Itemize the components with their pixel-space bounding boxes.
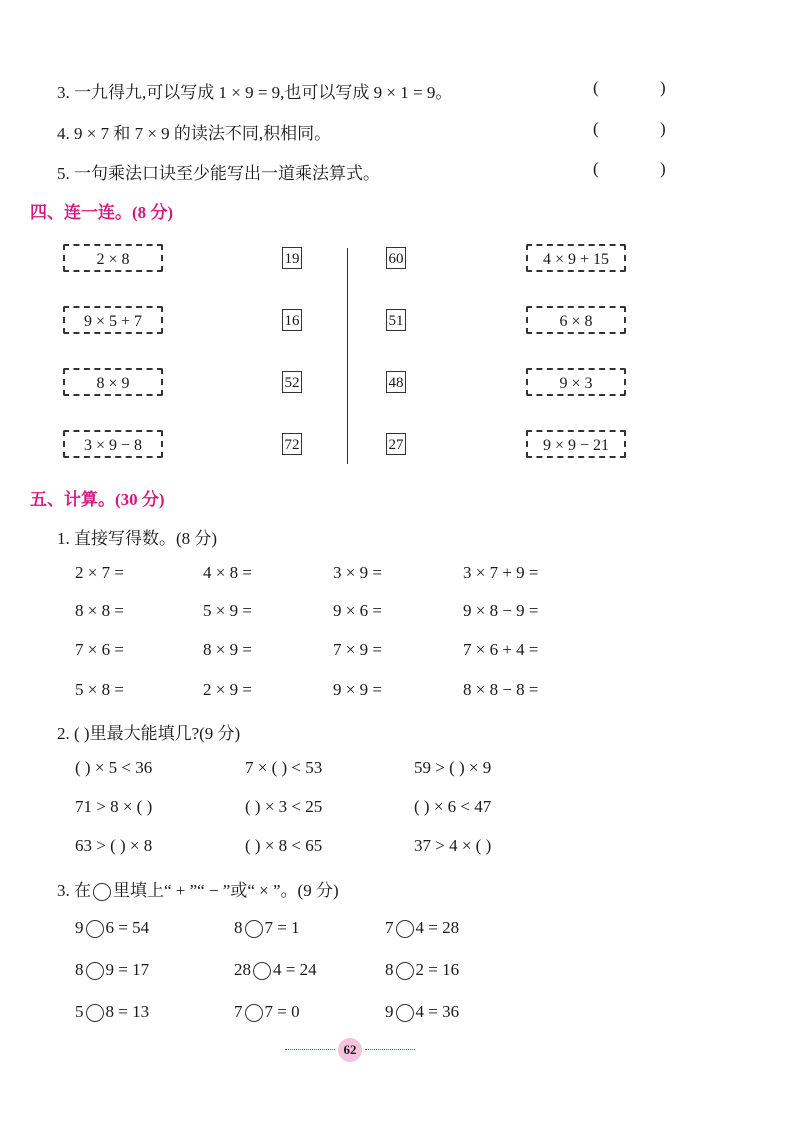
match-right-expr-3[interactable]: 9 × 3 bbox=[526, 368, 626, 396]
judge-paren-open-3: ( bbox=[593, 78, 599, 97]
q3-operand: 8 bbox=[385, 960, 394, 979]
judge-item-3: 3. 一九得九,可以写成 1 × 9 = 9,也可以写成 9 × 1 = 9。 bbox=[57, 83, 453, 102]
q1-label: 1. 直接写得数。(8 分) bbox=[57, 529, 218, 548]
q2-r3-c1: 63 > ( ) × 8 bbox=[75, 836, 153, 855]
q1-r1-c4: 3 × 7 + 9 = bbox=[463, 563, 539, 582]
q1-r3-c4: 7 × 6 + 4 = bbox=[463, 640, 539, 659]
match-right-num-1[interactable]: 60 bbox=[386, 247, 406, 269]
circle-icon bbox=[93, 883, 111, 901]
match-right-num-3[interactable]: 48 bbox=[386, 371, 406, 393]
match-right-expr-2[interactable]: 6 × 8 bbox=[526, 306, 626, 334]
judge-paren-open-5: ( bbox=[593, 159, 599, 178]
q1-r1-c3: 3 × 9 = bbox=[333, 563, 382, 582]
match-right-num-4[interactable]: 27 bbox=[386, 433, 406, 455]
q3-r2-c2 bbox=[234, 960, 317, 980]
answer-circle[interactable] bbox=[396, 962, 414, 980]
judge-paren-open-4: ( bbox=[593, 119, 599, 138]
section5-title: 五、计算。(30 分) bbox=[30, 490, 165, 509]
match-left-num-1[interactable]: 19 bbox=[282, 247, 302, 269]
q3-rest: 4 = 28 bbox=[415, 918, 460, 937]
q1-r2-c4: 9 × 8 − 9 = bbox=[463, 601, 539, 620]
q3-operand: 9 bbox=[75, 918, 84, 937]
match-left-num-4[interactable]: 72 bbox=[282, 433, 302, 455]
answer-circle[interactable] bbox=[86, 1004, 104, 1022]
q1-r2-c3: 9 × 6 = bbox=[333, 601, 382, 620]
answer-circle[interactable] bbox=[396, 1004, 414, 1022]
q3-label bbox=[57, 876, 339, 901]
q3-operand: 7 bbox=[234, 1002, 243, 1021]
q3-r3-c3 bbox=[385, 1002, 459, 1022]
judge-paren-close-3: ) bbox=[660, 78, 666, 97]
match-right-expr-1[interactable]: 4 × 9 + 15 bbox=[526, 244, 626, 272]
match-left-expr-1[interactable]: 2 × 8 bbox=[63, 244, 163, 272]
match-left-num-3[interactable]: 52 bbox=[282, 371, 302, 393]
match-left-num-2[interactable]: 16 bbox=[282, 309, 302, 331]
q3-r1-c2 bbox=[234, 918, 300, 938]
q3-r3-c2 bbox=[234, 1002, 300, 1022]
match-left-expr-3[interactable]: 8 × 9 bbox=[63, 368, 163, 396]
q1-r4-c4: 8 × 8 − 8 = bbox=[463, 680, 539, 699]
answer-circle[interactable] bbox=[86, 920, 104, 938]
match-right-expr-4[interactable]: 9 × 9 − 21 bbox=[526, 430, 626, 458]
q3-label-pre: 3. 在 bbox=[57, 881, 91, 900]
q3-operand: 8 bbox=[234, 918, 243, 937]
q1-r4-c2: 2 × 9 = bbox=[203, 680, 252, 699]
q2-r1-c2: 7 × ( ) < 53 bbox=[245, 758, 323, 777]
judge-item-5: 5. 一句乘法口诀至少能写出一道乘法算式。 bbox=[57, 164, 380, 183]
q1-r1-c1: 2 × 7 = bbox=[75, 563, 124, 582]
q1-r2-c2: 5 × 9 = bbox=[203, 601, 252, 620]
judge-paren-close-5: ) bbox=[660, 159, 666, 178]
q2-r3-c3: 37 > 4 × ( ) bbox=[414, 836, 492, 855]
match-right-num-2[interactable]: 51 bbox=[386, 309, 406, 331]
q3-operand: 8 bbox=[75, 960, 84, 979]
q3-r2-c3 bbox=[385, 960, 459, 980]
q3-operand: 5 bbox=[75, 1002, 84, 1021]
q3-r3-c1 bbox=[75, 1002, 149, 1022]
answer-circle[interactable] bbox=[245, 1004, 263, 1022]
q1-r4-c3: 9 × 9 = bbox=[333, 680, 382, 699]
answer-circle[interactable] bbox=[396, 920, 414, 938]
q3-rest: 7 = 0 bbox=[264, 1002, 300, 1021]
q2-r2-c3: ( ) × 6 < 47 bbox=[414, 797, 492, 816]
q1-r3-c3: 7 × 9 = bbox=[333, 640, 382, 659]
q2-r1-c3: 59 > ( ) × 9 bbox=[414, 758, 492, 777]
answer-circle[interactable] bbox=[86, 962, 104, 980]
answer-circle[interactable] bbox=[245, 920, 263, 938]
q1-r2-c1: 8 × 8 = bbox=[75, 601, 124, 620]
q3-r1-c1 bbox=[75, 918, 149, 938]
q1-r1-c2: 4 × 8 = bbox=[203, 563, 252, 582]
footer-rule-right bbox=[365, 1049, 415, 1050]
q3-r2-c1 bbox=[75, 960, 149, 980]
q1-r3-c1: 7 × 6 = bbox=[75, 640, 124, 659]
q3-rest: 7 = 1 bbox=[264, 918, 300, 937]
q1-r3-c2: 8 × 9 = bbox=[203, 640, 252, 659]
section4-title: 四、连一连。(8 分) bbox=[30, 203, 174, 222]
q2-r3-c2: ( ) × 8 < 65 bbox=[245, 836, 323, 855]
judge-paren-close-4: ) bbox=[660, 119, 666, 138]
q3-rest: 4 = 36 bbox=[415, 1002, 460, 1021]
q3-operand: 28 bbox=[234, 960, 251, 979]
footer-rule-left bbox=[285, 1049, 335, 1050]
q2-r2-c2: ( ) × 3 < 25 bbox=[245, 797, 323, 816]
match-divider bbox=[347, 248, 348, 464]
q1-r4-c1: 5 × 8 = bbox=[75, 680, 124, 699]
page-number: 62 bbox=[338, 1038, 362, 1062]
judge-item-4: 4. 9 × 7 和 7 × 9 的读法不同,积相同。 bbox=[57, 124, 332, 143]
q2-r1-c1: ( ) × 5 < 36 bbox=[75, 758, 153, 777]
match-left-expr-4[interactable]: 3 × 9 − 8 bbox=[63, 430, 163, 458]
q3-rest: 2 = 16 bbox=[415, 960, 460, 979]
q3-operand: 7 bbox=[385, 918, 394, 937]
q3-operand: 9 bbox=[385, 1002, 394, 1021]
q2-label: 2. ( )里最大能填几?(9 分) bbox=[57, 724, 241, 743]
q3-rest: 4 = 24 bbox=[273, 960, 317, 979]
q3-rest: 8 = 13 bbox=[105, 1002, 150, 1021]
q3-rest: 9 = 17 bbox=[105, 960, 150, 979]
q3-label-post: 里填上“ + ”“ − ”或“ × ”。(9 分) bbox=[113, 881, 339, 900]
q3-rest: 6 = 54 bbox=[105, 918, 150, 937]
q2-r2-c1: 71 > 8 × ( ) bbox=[75, 797, 153, 816]
answer-circle[interactable] bbox=[253, 962, 271, 980]
q3-r1-c3 bbox=[385, 918, 459, 938]
match-left-expr-2[interactable]: 9 × 5 + 7 bbox=[63, 306, 163, 334]
